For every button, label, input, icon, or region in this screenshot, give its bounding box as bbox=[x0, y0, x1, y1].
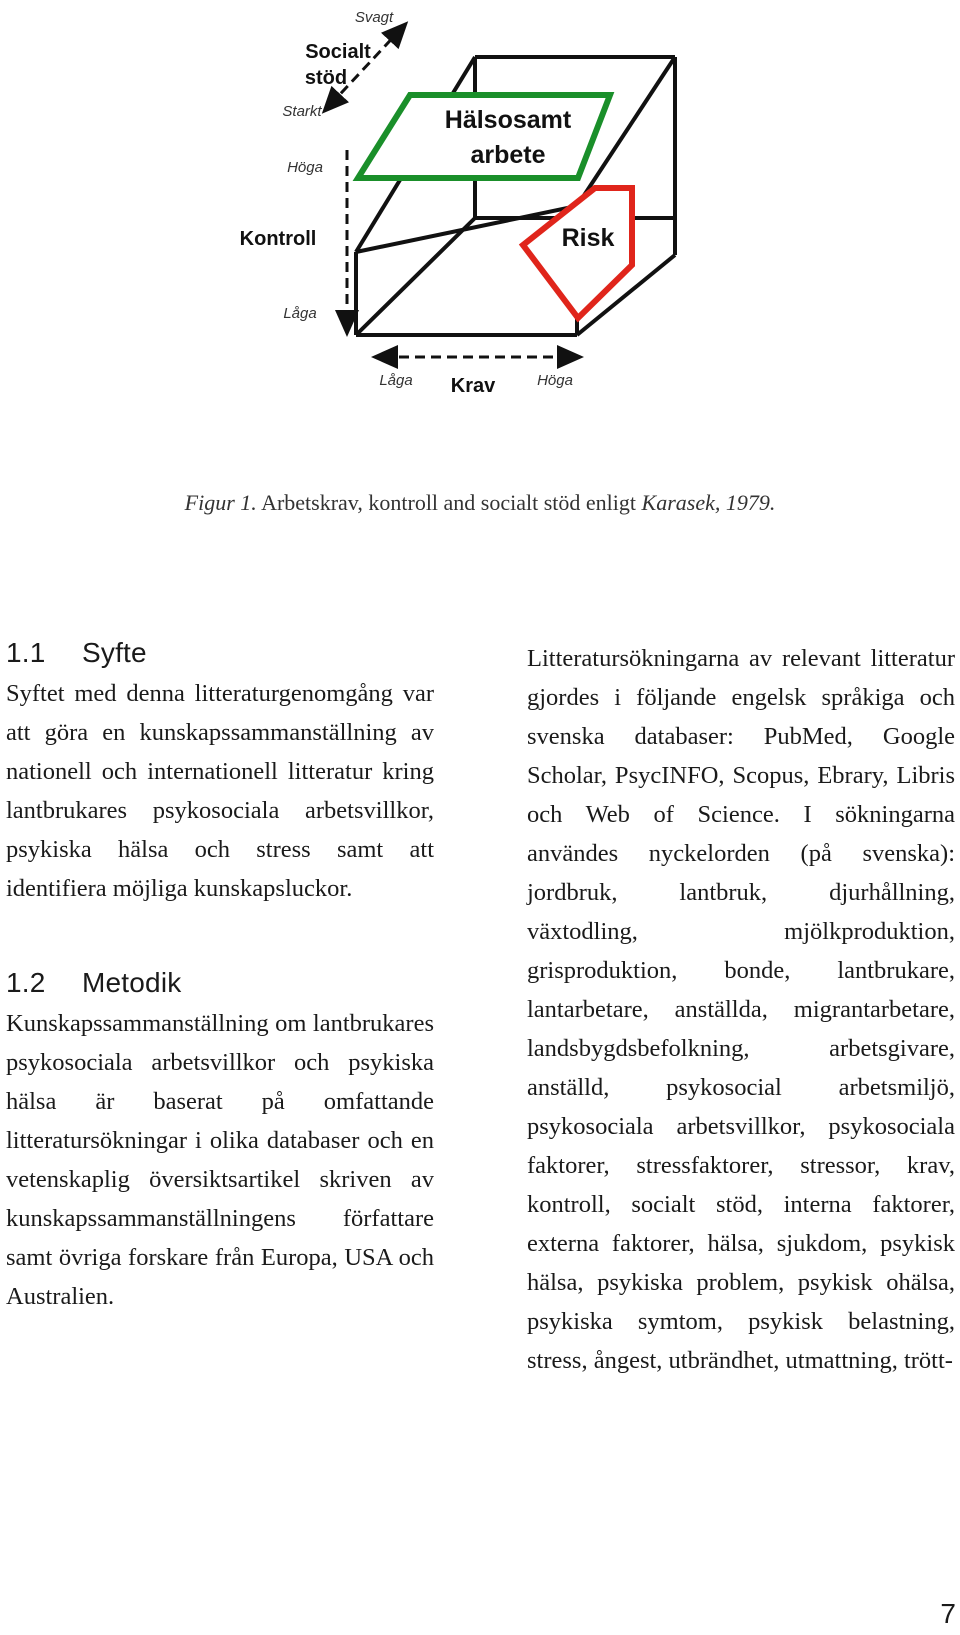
social-support-label-2: stöd bbox=[304, 67, 348, 89]
social-weak-label: Svagt bbox=[354, 9, 394, 26]
section-body-metodik: Kunskapssammanställning om lantbrukares psykosociala arbetsvillkor och psykiska hälsa är baserat på omfattande litteratursökningar i olika databaser och en vetenskaplig översiktsartikel skriven av kunskapssammanställningens författare samt övriga forskare från Europa, USA och Australien. bbox=[6, 1010, 434, 1310]
risk-region bbox=[523, 188, 632, 318]
section-heading-syfte bbox=[6, 632, 434, 674]
karasek-cube-figure bbox=[0, 0, 960, 420]
healthy-work-label-2: arbete bbox=[470, 141, 546, 169]
section-syfte bbox=[6, 632, 434, 908]
healthy-work-label-1: Hälsosamt bbox=[444, 106, 572, 134]
section-heading-metodik bbox=[6, 962, 434, 1004]
demand-label: Krav bbox=[450, 375, 496, 397]
control-high-label: Höga bbox=[287, 159, 323, 176]
control-label: Kontroll bbox=[239, 228, 317, 250]
section-number: 1.1 bbox=[6, 637, 46, 668]
section-title: Syfte bbox=[82, 637, 147, 668]
section-number: 1.2 bbox=[6, 967, 46, 998]
caption-prefix: Figur 1. bbox=[184, 490, 257, 515]
risk-label: Risk bbox=[561, 224, 615, 252]
control-low-label: Låga bbox=[283, 305, 317, 322]
section-body-search: Litteratursökningarna av relevant litteratur gjordes i följande engelsk språkiga och svenska databaser: PubMed, Google Scholar, PsycINFO, Scopus, Ebrary, Libris och Web of Science. I sökningarna användes nyckelorden (på svenska): jordbruk, lantbruk, djurhållning, växtodling, mjölkproduktion, grisproduktion, bonde, lantbrukare, lantarbetare, anställda, migrantarbetare, landsbygdsbefolkning, arbetsgivare, anställd, psykosocial arbetsmiljö, psykosociala arbetsvillkor, psykosociala faktorer, stressfaktorer, stressor, krav, kontroll, socialt stöd, interna faktorer, externa faktorer, hälsa, sjukdom, psykisk hälsa, psykiska problem, psykisk ohälsa, psykiska symtom, psykisk belastning, stress, ångest, utbrändhet, utmattning, trött- bbox=[527, 645, 955, 1374]
social-strong-label: Starkt bbox=[282, 103, 322, 120]
demand-low-label: Låga bbox=[379, 372, 413, 389]
section-metodik bbox=[6, 962, 434, 1316]
right-column bbox=[527, 639, 955, 1380]
figure-caption bbox=[0, 490, 960, 516]
caption-reference: Karasek, 1979. bbox=[641, 490, 776, 515]
demand-high-label: Höga bbox=[537, 372, 573, 389]
social-support-label-1: Socialt bbox=[305, 41, 371, 63]
caption-text: Arbetskrav, kontroll and socialt stöd enligt bbox=[256, 490, 642, 515]
page-number: 7 bbox=[940, 1598, 956, 1629]
left-column bbox=[6, 632, 434, 1316]
section-title: Metodik bbox=[82, 967, 182, 998]
section-body-syfte: Syftet med denna litteraturgenomgång var att göra en kunskapssammanställning av nationell och internationell litteratur kring lantbrukares psykosociala arbetsvillkor, psykiska hälsa och stress samt att identifiera möjliga kunskapsluckor. bbox=[6, 680, 434, 902]
